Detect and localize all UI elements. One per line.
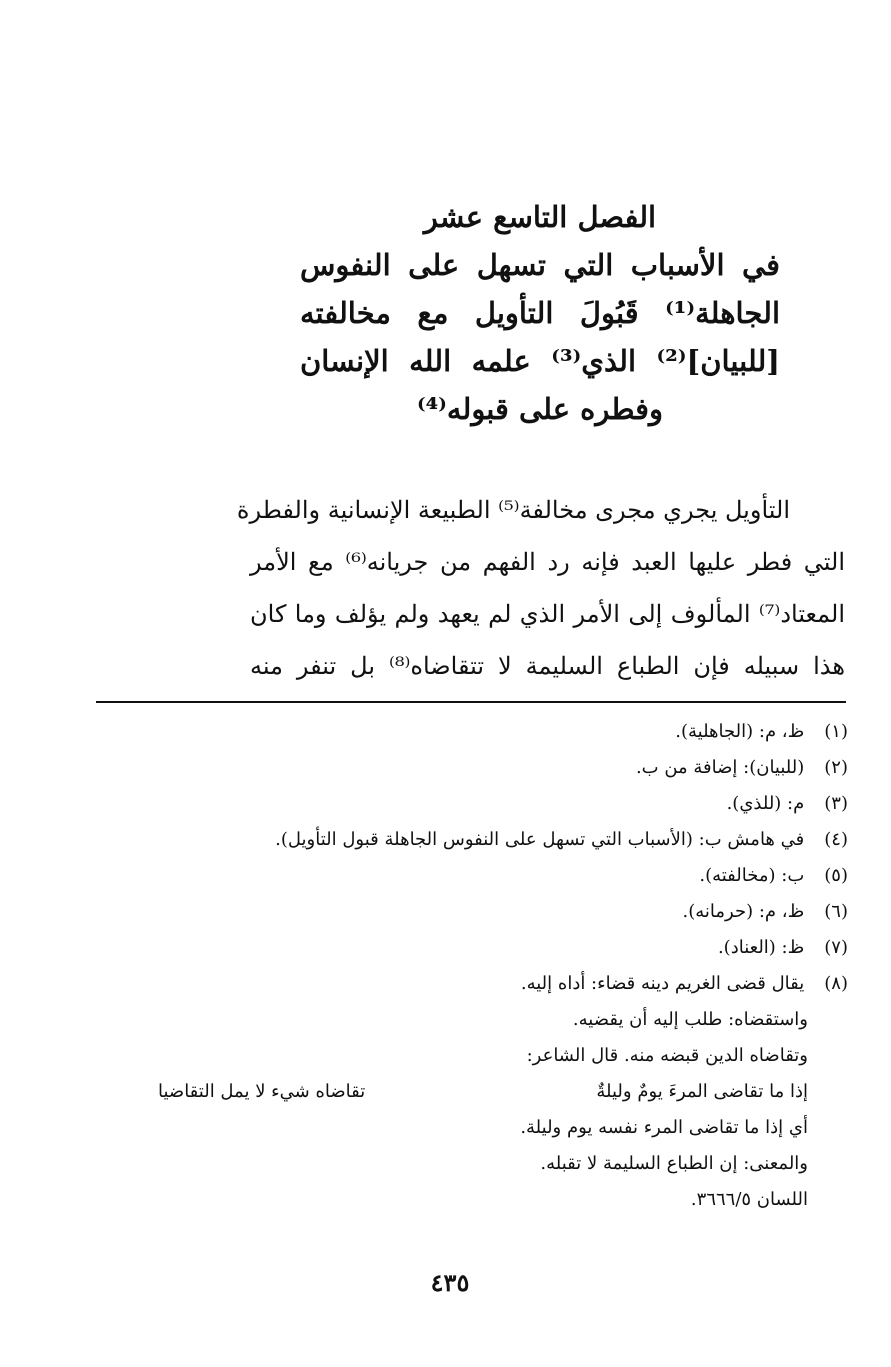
body-line-2: التي فطر عليها العبد فإنه رد الفهم من جريانه⁽⁶⁾ مع الأمر [250, 548, 846, 576]
body-line-3: المعتاد⁽⁷⁾ المألوف إلى الأمر الذي لم يعهد ولم يؤلف وما كان [250, 600, 845, 628]
footnote-number: (٢) [824, 757, 848, 778]
body-line-1: التأويل يجري مجرى مخالفة⁽⁵⁾ الطبيعة الإنسانية والفطرة [236, 496, 790, 524]
footnote-8-continuation-4: أي إذا ما تقاضى المرء نفسه يوم وليلة. [520, 1117, 808, 1138]
footnote-text: ظ، م: (حرمانه). [682, 901, 805, 922]
chapter-heading [300, 193, 780, 433]
footnote-1 [120, 714, 848, 750]
footnote-number: (٨) [824, 973, 848, 994]
body-paragraph [236, 484, 846, 692]
footnote-text: في هامش ب: (الأسباب التي تسهل على النفوس الجاهلة قبول التأويل). [275, 829, 805, 850]
footnote-7 [120, 930, 848, 966]
footnotes [120, 714, 848, 1218]
verse-second-hemistich: تقاضاه شيء لا يمل التقاضيا [158, 1081, 366, 1102]
chapter-number-title: الفصل التاسع عشر [423, 200, 657, 234]
footnote-8 [120, 966, 848, 1002]
footnote-text: ظ، م: (الجاهلية). [675, 721, 805, 742]
footnote-8-continuation-1: واستقضاه: طلب إليه أن يقضيه. [572, 1009, 808, 1030]
chapter-title-line-3: [للبيان]⁽²⁾ الذي⁽³⁾ علمه الله الإنسان [300, 344, 781, 378]
footnote-number: (٤) [824, 829, 848, 850]
footnote-3 [120, 786, 848, 822]
footnote-number: (٣) [824, 793, 848, 814]
footnote-text: (للبيان): إضافة من ب. [635, 757, 805, 778]
body-line-4: هذا سبيله فإن الطباع السليمة لا تتقاضاه⁽⁸⁾ بل تنفر منه [250, 652, 846, 680]
footnote-text: ظ: (العناد). [717, 937, 805, 958]
footnote-number: (١) [824, 721, 848, 742]
page-number: ٤٣٥ [430, 1268, 470, 1297]
footnote-text: يقال قضى الغريم دينه قضاء: أداه إليه. [520, 973, 805, 994]
footnote-text: م: (للذي). [726, 793, 805, 814]
chapter-title-line-4: وفطره على قبوله⁽⁴⁾ [416, 392, 664, 426]
footnote-number: (٥) [824, 865, 848, 886]
footnote-8-source: اللسان ٣٦٦٦/٥. [690, 1189, 808, 1210]
footnote-2 [120, 750, 848, 786]
footnote-8-continuation-2: وتقاضاه الدين قبضه منه. قال الشاعر: [526, 1045, 808, 1066]
footnote-number: (٦) [824, 901, 848, 922]
footnote-divider [96, 701, 846, 703]
chapter-title-line-1: في الأسباب التي تسهل على النفوس [300, 248, 780, 282]
verse-first-hemistich: إذا ما تقاضى المرءَ يومٌ وليلةٌ [596, 1081, 808, 1102]
footnote-8-continuation-5: والمعنى: إن الطباع السليمة لا تقبله. [540, 1153, 808, 1174]
footnote-text: ب: (مخالفته). [699, 865, 805, 886]
footnote-5 [120, 858, 848, 894]
chapter-title-line-2: الجاهلة⁽¹⁾ قَبُولَ التأويل مع مخالفته [300, 296, 780, 330]
poetry-verse [120, 1074, 848, 1110]
footnote-4 [120, 822, 848, 858]
footnote-number: (٧) [824, 937, 848, 958]
footnote-6 [120, 894, 848, 930]
